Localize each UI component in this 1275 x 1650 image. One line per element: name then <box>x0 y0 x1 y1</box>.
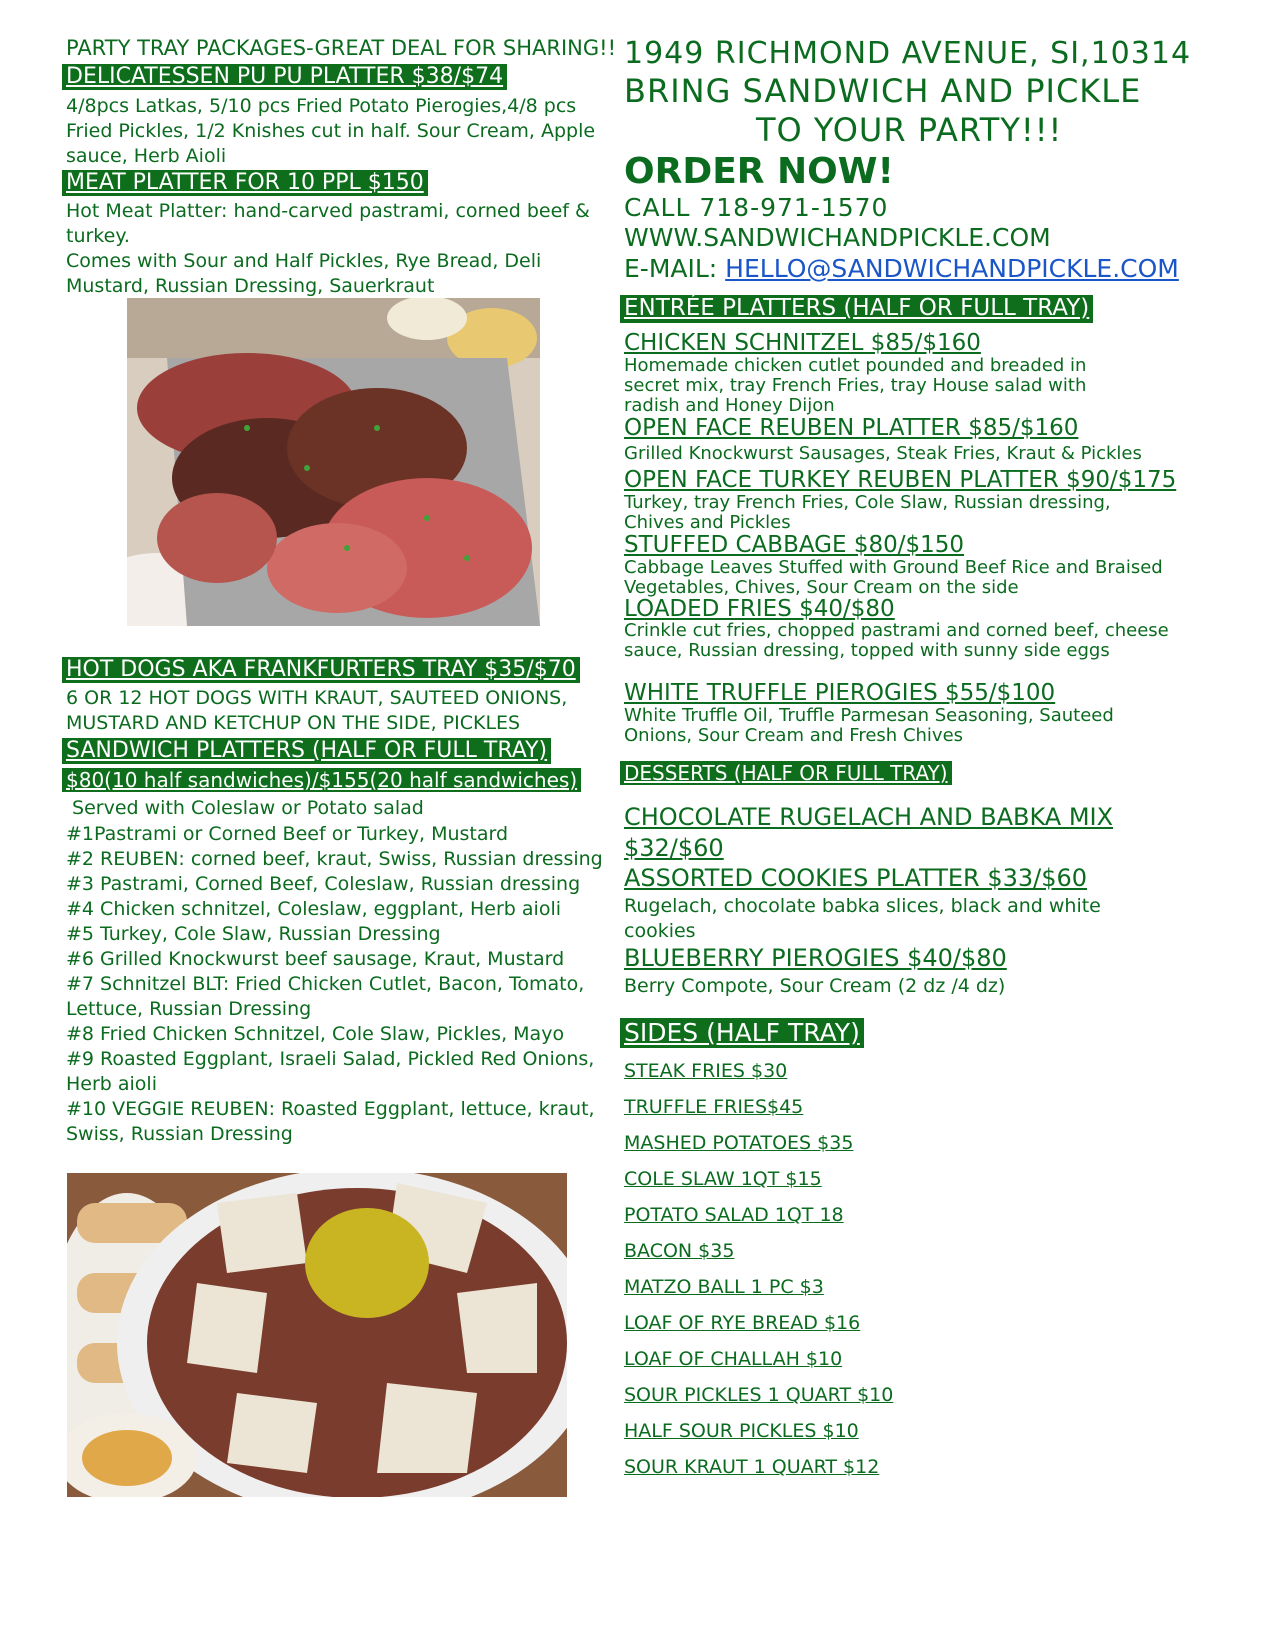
side-item: MASHED POTATOES $35 <box>624 1132 854 1154</box>
entree-desc: White Truffle Oil, Truffle Parmesan Seasoning, Sauteed Onions, Sour Cream and Fresh Chives <box>624 705 1114 746</box>
sandwich-item: #9 Roasted Eggplant, Israeli Salad, Pickled Red Onions, Herb aioli <box>66 1048 595 1095</box>
sandwich-item: #4 Chicken schnitzel, Coleslaw, eggplant, Herb aioli <box>66 898 562 920</box>
email-line <box>624 254 1179 284</box>
sandwich-item: #6 Grilled Knockwurst beef sausage, Kraut, Mustard <box>66 948 565 970</box>
side-item: BACON $35 <box>624 1240 735 1262</box>
sandwich-item: #10 VEGGIE REUBEN: Roasted Eggplant, lettuce, kraut, Swiss, Russian Dressing <box>66 1098 595 1145</box>
dessert-desc: Berry Compote, Sour Cream (2 dz /4 dz) <box>624 975 1006 997</box>
dessert-price: $32/$60 <box>624 834 724 862</box>
email-link[interactable]: HELLO@SANDWICHANDPICKLE.COM <box>725 254 1179 283</box>
email-label: E-MAIL: <box>624 254 726 283</box>
entree-title: WHITE TRUFFLE PIEROGIES $55/$100 <box>624 680 1056 706</box>
hotdog-description: 6 OR 12 HOT DOGS WITH KRAUT, SAUTEED ONIONS, MUSTARD AND KETCHUP ON THE SIDE, PICKLES <box>66 687 568 734</box>
pupu-title: DELICATESSEN PU PU PLATTER $38/$74 <box>62 64 507 90</box>
side-item: MATZO BALL 1 PC $3 <box>624 1276 824 1298</box>
dessert-title: ASSORTED COOKIES PLATTER $33/$60 <box>624 864 1088 892</box>
meat-platter-desc-1: Hot Meat Platter: hand-carved pastrami, corned beef & turkey. <box>66 200 590 247</box>
meat-platter-photo-art <box>127 298 540 626</box>
pupu-description: 4/8pcs Latkas, 5/10 pcs Fried Potato Pierogies,4/8 pcs Fried Pickles, 1/2 Knishes cut in half. Sour Cream, Apple sauce, Herb Aioli <box>66 95 596 167</box>
entree-header: ENTRÉE PLATTERS (HALF OR FULL TRAY) <box>620 295 1093 323</box>
sandwich-served-with: Served with Coleslaw or Potato salad <box>66 797 424 819</box>
entree-desc: Homemade chicken cutlet pounded and breaded in secret mix, tray French Fries, tray House salad with radish and Honey Dijon <box>624 355 1087 416</box>
sides-list <box>624 1060 1124 1492</box>
meat-platter-desc-2: Comes with Sour and Half Pickles, Rye Bread, Deli Mustard, Russian Dressing, Sauerkraut <box>66 250 542 297</box>
side-item: LOAF OF RYE BREAD $16 <box>624 1312 861 1334</box>
entree-title: OPEN FACE REUBEN PLATTER $85/$160 <box>624 415 1079 441</box>
sandwich-platters-price: $80(10 half sandwiches)/$155(20 half sandwiches) <box>62 768 581 792</box>
sandwich-item: #1Pastrami or Corned Beef or Turkey, Mustard <box>66 823 509 845</box>
dessert-title: BLUEBERRY PIEROGIES $40/$80 <box>624 944 1007 972</box>
order-now: ORDER NOW! <box>624 151 894 192</box>
side-item: POTATO SALAD 1QT 18 <box>624 1204 844 1226</box>
sandwich-item: #7 Schnitzel BLT: Fried Chicken Cutlet, Bacon, Tomato, Lettuce, Russian Dressing <box>66 973 585 1020</box>
intro-heading: PARTY TRAY PACKAGES-GREAT DEAL FOR SHARING!! <box>66 36 616 60</box>
side-item: SOUR KRAUT 1 QUART $12 <box>624 1456 880 1478</box>
entree-desc: Turkey, tray French Fries, Cole Slaw, Russian dressing, Chives and Pickles <box>624 492 1111 533</box>
dessert-title: CHOCOLATE RUGELACH AND BABKA MIX <box>624 803 1114 831</box>
sandwich-item: #2 REUBEN: corned beef, kraut, Swiss, Russian dressing <box>66 848 603 870</box>
sandwich-platters-title: SANDWICH PLATTERS (HALF OR FULL TRAY) <box>62 738 551 764</box>
entree-desc: Grilled Knockwurst Sausages, Steak Fries, Kraut & Pickles <box>624 443 1142 464</box>
sandwich-platter-photo-art <box>67 1173 567 1497</box>
tagline-line-2: TO YOUR PARTY!!! <box>756 111 1063 149</box>
entree-desc: Crinkle cut fries, chopped pastrami and corned beef, cheese sauce, Russian dressing, topped with sunny side eggs <box>624 620 1169 661</box>
sandwich-list <box>66 822 621 1147</box>
side-item: STEAK FRIES $30 <box>624 1060 788 1082</box>
dessert-desc: Rugelach, chocolate babka slices, black and white cookies <box>624 895 1101 942</box>
tagline-line-1: BRING SANDWICH AND PICKLE <box>624 72 1142 110</box>
dessert-header: DESSERTS (HALF OR FULL TRAY) <box>620 761 952 785</box>
sandwich-item: #3 Pastrami, Corned Beef, Coleslaw, Russian dressing <box>66 873 581 895</box>
sandwich-item: #5 Turkey, Cole Slaw, Russian Dressing <box>66 923 441 945</box>
meat-platter-title: MEAT PLATTER FOR 10 PPL $150 <box>62 170 428 196</box>
entree-title: STUFFED CABBAGE $80/$150 <box>624 532 965 558</box>
side-item: COLE SLAW 1QT $15 <box>624 1168 822 1190</box>
entree-title: CHICKEN SCHNITZEL $85/$160 <box>624 330 981 356</box>
address: 1949 RICHMOND AVENUE, SI,10314 <box>624 36 1192 71</box>
side-item: HALF SOUR PICKLES $10 <box>624 1420 859 1442</box>
sandwich-item: #8 Fried Chicken Schnitzel, Cole Slaw, Pickles, Mayo <box>66 1023 565 1045</box>
side-item: TRUFFLE FRIES$45 <box>624 1096 804 1118</box>
entree-desc: Cabbage Leaves Stuffed with Ground Beef Rice and Braised Vegetables, Chives, Sour Cream on the side <box>624 557 1163 598</box>
website: WWW.SANDWICHANDPICKLE.COM <box>624 223 1051 252</box>
side-item: LOAF OF CHALLAH $10 <box>624 1348 843 1370</box>
meat-platter-photo <box>127 298 540 626</box>
sandwich-platter-photo <box>67 1173 567 1497</box>
side-item: SOUR PICKLES 1 QUART $10 <box>624 1384 894 1406</box>
phone-number: CALL 718-971-1570 <box>624 193 889 222</box>
entree-title: OPEN FACE TURKEY REUBEN PLATTER $90/$175 <box>624 467 1177 493</box>
sides-header: SIDES (HALF TRAY) <box>620 1018 864 1048</box>
entree-title: LOADED FRIES $40/$80 <box>624 596 895 622</box>
hotdog-title: HOT DOGS AKA FRANKFURTERS TRAY $35/$70 <box>62 657 580 683</box>
